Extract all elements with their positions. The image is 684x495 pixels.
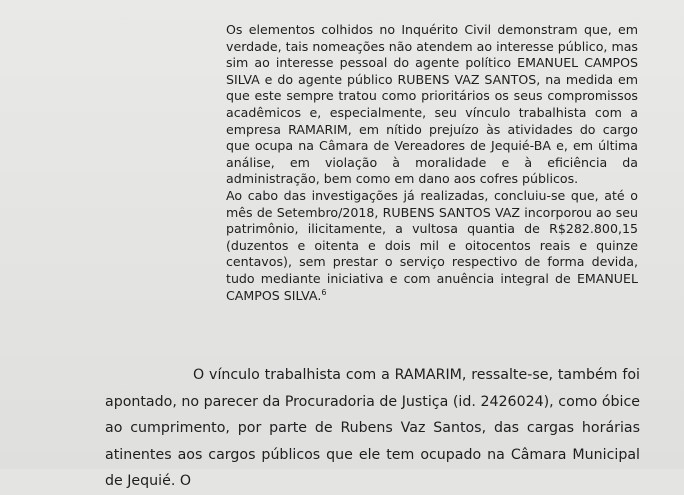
quote-paragraph-1: Os elementos colhidos no Inquérito Civil demonstram que, em verdade, tais nomeações não atendem ao interesse público, mas sim ao interesse pessoal do agente político EMANUEL CAMPOS SILVA e do agente público RUBENS VAZ SANTOS, na medida em que este sempre tratou como prioritários os seus compromissos acadêmicos e, especialmente, seu vínculo trabalhista com a empresa RAMARIM, em nítido prejuízo às atividades do cargo que ocupa na Câmara de Vereadores de Jequié-BA e, em última análise, em violação à moralidade e à eficiência da administração, bem como em dano aos cofres públicos. bbox=[226, 22, 638, 187]
quote-paragraph-2-text: Ao cabo das investigações já realizadas, concluiu-se que, até o mês de Setembro/2018, RUBENS SANTOS VAZ incorporou ao seu patrimônio, ilicitamente, a vultosa quantia de R$282.800,15 (duzentos e oitenta e dois mil e oitocentos reais e quinze centavos), sem prestar o serviço respectivo de forma devida, tudo mediante iniciativa e com anuência integral de EMANUEL CAMPOS SILVA. bbox=[226, 187, 638, 303]
block-quote bbox=[226, 22, 638, 304]
quote-paragraph-2 bbox=[226, 188, 638, 304]
body-paragraph: O vínculo trabalhista com a RAMARIM, ressalte-se, também foi apontado, no parecer da Procuradoria de Justiça (id. 2426024), como óbice ao cumprimento, por parte de Rubens Vaz Santos, das cargas horárias atinentes aos cargos públicos que ele tem ocupado na Câmara Municipal de Jequié. O bbox=[105, 367, 640, 489]
footnote-marker: 6 bbox=[321, 287, 327, 297]
